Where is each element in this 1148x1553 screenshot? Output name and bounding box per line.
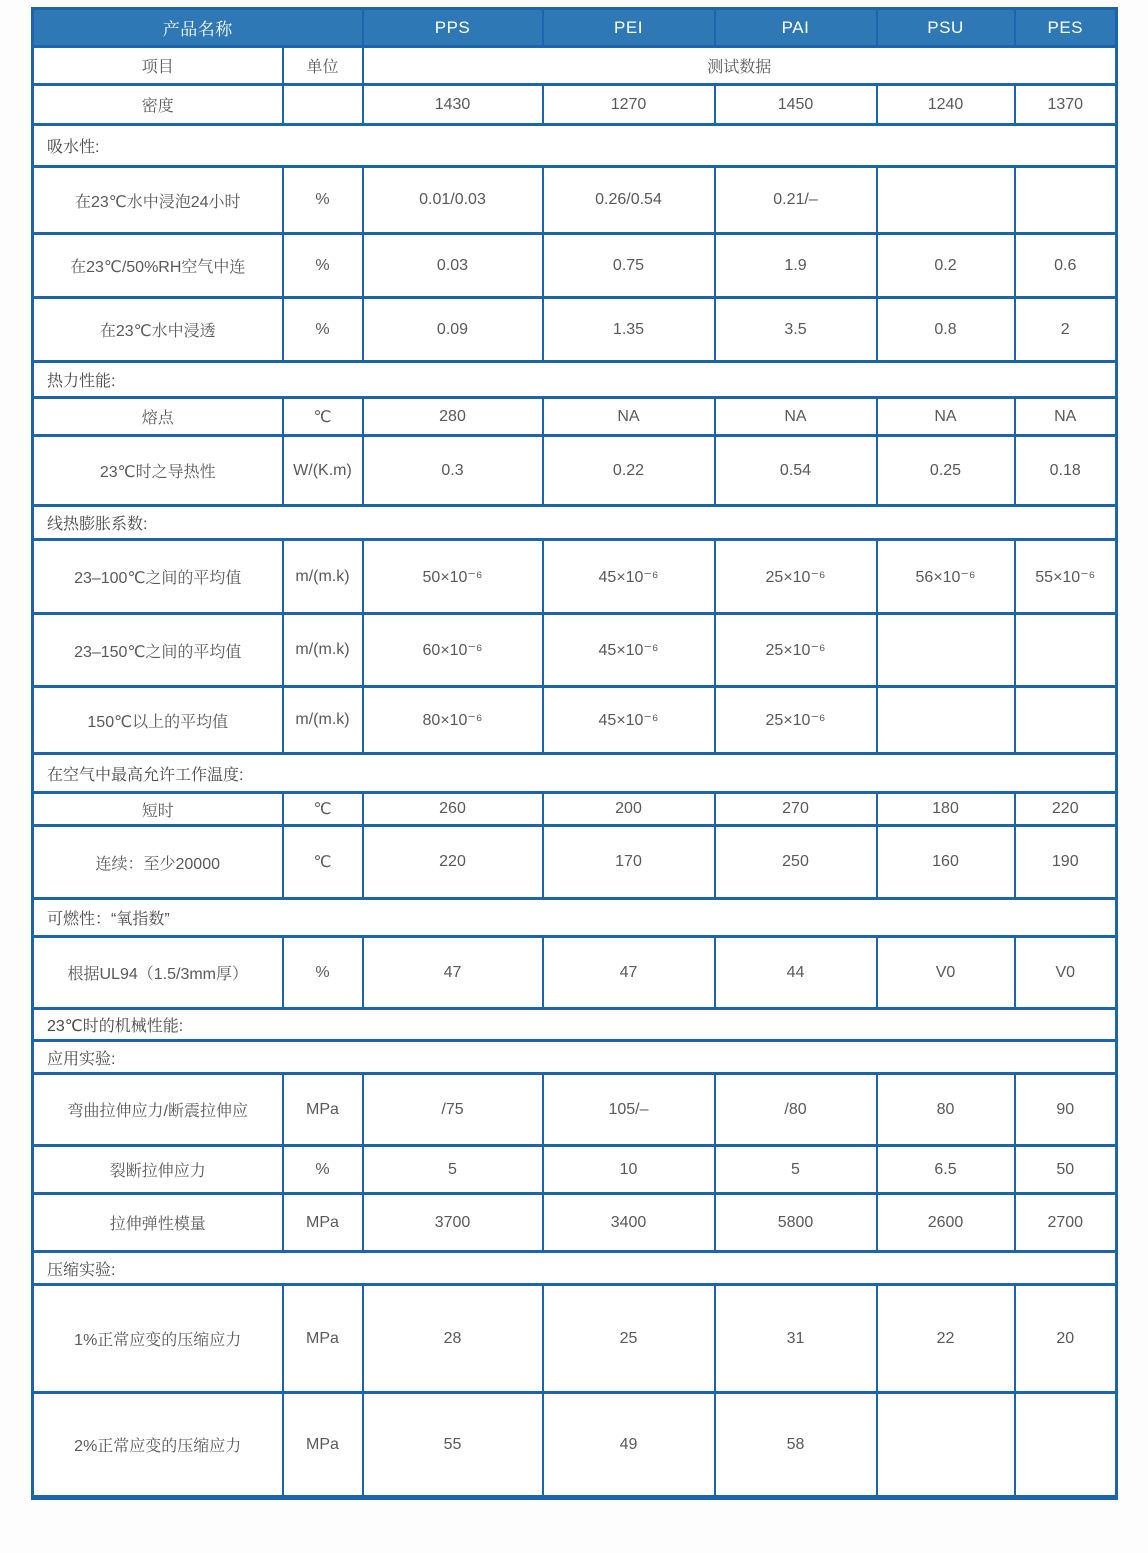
unit-cell: ℃: [283, 826, 363, 899]
row-label-cell: 裂断拉伸应力: [33, 1146, 283, 1194]
value-cell: 0.03: [363, 234, 543, 298]
value-cell: 25×10⁻⁶: [715, 540, 877, 614]
value-cell: 3700: [363, 1194, 543, 1252]
unit-cell: m/(m.k): [283, 687, 363, 754]
value-cell: 5800: [715, 1194, 877, 1252]
value-cell: 55: [363, 1393, 543, 1498]
unit-cell: %: [283, 234, 363, 298]
product-name-header: 产品名称: [33, 9, 363, 47]
value-cell: 50: [1015, 1146, 1117, 1194]
value-cell: 80: [877, 1074, 1015, 1146]
value-cell: 180: [877, 793, 1015, 826]
table-row: [33, 436, 1117, 506]
value-cell: 45×10⁻⁶: [543, 687, 715, 754]
section-label: 线热膨胀系数:: [33, 506, 1117, 540]
product-col-header-psu: PSU: [877, 9, 1015, 47]
row-label-cell: 短时: [33, 793, 283, 826]
unit-cell: %: [283, 937, 363, 1009]
value-cell: 220: [363, 826, 543, 899]
unit-cell: ℃: [283, 398, 363, 436]
value-cell: 1.9: [715, 234, 877, 298]
value-cell: 0.75: [543, 234, 715, 298]
row-label-cell: 23–100℃之间的平均值: [33, 540, 283, 614]
value-cell: 28: [363, 1285, 543, 1393]
section-row: [33, 1041, 1117, 1074]
section-row: [33, 899, 1117, 937]
value-cell: 0.09: [363, 298, 543, 362]
section-label: 23℃时的机械性能:: [33, 1009, 1117, 1041]
value-cell: 190: [1015, 826, 1117, 899]
table-row: [33, 937, 1117, 1009]
row-label-cell: 连续：至少20000: [33, 826, 283, 899]
row-label-cell: 1%正常应变的压缩应力: [33, 1285, 283, 1393]
table-row: [33, 687, 1117, 754]
value-cell: 44: [715, 937, 877, 1009]
value-cell: 1270: [543, 85, 715, 125]
value-cell: 280: [363, 398, 543, 436]
table-row: [33, 234, 1117, 298]
value-cell: 31: [715, 1285, 877, 1393]
value-cell: [877, 167, 1015, 234]
section-row: [33, 125, 1117, 167]
value-cell: NA: [877, 398, 1015, 436]
table-row: [33, 1285, 1117, 1393]
product-col-header-pps: PPS: [363, 9, 543, 47]
value-cell: 1.35: [543, 298, 715, 362]
value-cell: 220: [1015, 793, 1117, 826]
value-cell: 6.5: [877, 1146, 1015, 1194]
value-cell: 0.22: [543, 436, 715, 506]
section-label: 在空气中最高允许工作温度:: [33, 754, 1117, 793]
unit-cell: MPa: [283, 1074, 363, 1146]
value-cell: [877, 1393, 1015, 1498]
product-header-row: [33, 9, 1117, 47]
value-cell: 3400: [543, 1194, 715, 1252]
table-row: [33, 1074, 1117, 1146]
value-cell: 5: [715, 1146, 877, 1194]
section-row: [33, 362, 1117, 398]
value-cell: 0.2: [877, 234, 1015, 298]
value-cell: 0.54: [715, 436, 877, 506]
product-col-header-pai: PAI: [715, 9, 877, 47]
section-row: [33, 1252, 1117, 1285]
value-cell: 45×10⁻⁶: [543, 614, 715, 687]
value-cell: 58: [715, 1393, 877, 1498]
value-cell: 56×10⁻⁶: [877, 540, 1015, 614]
value-cell: 2700: [1015, 1194, 1117, 1252]
row-label-cell: 2%正常应变的压缩应力: [33, 1393, 283, 1498]
value-cell: 25×10⁻⁶: [715, 614, 877, 687]
unit-cell: ℃: [283, 793, 363, 826]
value-cell: V0: [1015, 937, 1117, 1009]
value-cell: 200: [543, 793, 715, 826]
table-row: [33, 298, 1117, 362]
value-cell: 3.5: [715, 298, 877, 362]
unit-cell: m/(m.k): [283, 614, 363, 687]
value-cell: 22: [877, 1285, 1015, 1393]
value-cell: 80×10⁻⁶: [363, 687, 543, 754]
value-cell: 1430: [363, 85, 543, 125]
value-cell: 5: [363, 1146, 543, 1194]
value-cell: 0.8: [877, 298, 1015, 362]
value-cell: 45×10⁻⁶: [543, 540, 715, 614]
section-label: 可燃性：“氧指数”: [33, 899, 1117, 937]
value-cell: 260: [363, 793, 543, 826]
value-cell: 250: [715, 826, 877, 899]
unit-cell: %: [283, 298, 363, 362]
table-row: [33, 1194, 1117, 1252]
value-cell: 2: [1015, 298, 1117, 362]
table-row: [33, 167, 1117, 234]
section-label: 应用实验:: [33, 1041, 1117, 1074]
value-cell: 49: [543, 1393, 715, 1498]
value-cell: 0.18: [1015, 436, 1117, 506]
section-row: [33, 506, 1117, 540]
material-spec-table: [31, 7, 1118, 1500]
table-row: [33, 1146, 1117, 1194]
table-row: [33, 85, 1117, 125]
unit-cell: m/(m.k): [283, 540, 363, 614]
unit-cell: W/(K.m): [283, 436, 363, 506]
section-row: [33, 1009, 1117, 1041]
value-cell: [1015, 687, 1117, 754]
value-cell: 0.25: [877, 436, 1015, 506]
table-row: [33, 1393, 1117, 1498]
row-label-cell: 根据UL94（1.5/3mm厚）: [33, 937, 283, 1009]
value-cell: 1370: [1015, 85, 1117, 125]
value-cell: 2600: [877, 1194, 1015, 1252]
value-cell: [1015, 614, 1117, 687]
table-row: [33, 826, 1117, 899]
value-cell: 160: [877, 826, 1015, 899]
row-label-cell: 150℃以上的平均值: [33, 687, 283, 754]
value-cell: V0: [877, 937, 1015, 1009]
table-row: [33, 540, 1117, 614]
value-cell: 25: [543, 1285, 715, 1393]
value-cell: 0.21/–: [715, 167, 877, 234]
value-cell: 0.26/0.54: [543, 167, 715, 234]
section-label: 吸水性:: [33, 125, 1117, 167]
section-row: [33, 754, 1117, 793]
row-label-cell: 在23℃水中浸泡24小时: [33, 167, 283, 234]
value-cell: /80: [715, 1074, 877, 1146]
row-label-cell: 23–150℃之间的平均值: [33, 614, 283, 687]
item-label-cell: 项目: [33, 47, 283, 85]
value-cell: 10: [543, 1146, 715, 1194]
unit-cell: %: [283, 167, 363, 234]
value-cell: 0.01/0.03: [363, 167, 543, 234]
section-label: 热力性能:: [33, 362, 1117, 398]
value-cell: 270: [715, 793, 877, 826]
unit-cell: MPa: [283, 1194, 363, 1252]
product-col-header-pes: PES: [1015, 9, 1117, 47]
value-cell: [877, 687, 1015, 754]
product-col-header-pei: PEI: [543, 9, 715, 47]
unit-cell: MPa: [283, 1393, 363, 1498]
value-cell: 0.6: [1015, 234, 1117, 298]
row-label-cell: 弯曲拉伸应力/断震拉伸应: [33, 1074, 283, 1146]
table-row: [33, 398, 1117, 436]
row-label-cell: 23℃时之导热性: [33, 436, 283, 506]
value-cell: 47: [543, 937, 715, 1009]
value-cell: /75: [363, 1074, 543, 1146]
test-data-label-cell: 测试数据: [363, 47, 1117, 85]
value-cell: [877, 614, 1015, 687]
value-cell: NA: [715, 398, 877, 436]
row-label-cell: 在23℃/50%RH空气中连: [33, 234, 283, 298]
row-label-cell: 熔点: [33, 398, 283, 436]
value-cell: [1015, 167, 1117, 234]
unit-cell: MPa: [283, 1285, 363, 1393]
value-cell: 1240: [877, 85, 1015, 125]
value-cell: 0.3: [363, 436, 543, 506]
unit-cell: %: [283, 1146, 363, 1194]
subheader-row: [33, 47, 1117, 85]
value-cell: 105/–: [543, 1074, 715, 1146]
value-cell: 20: [1015, 1285, 1117, 1393]
value-cell: 47: [363, 937, 543, 1009]
row-label-cell: 在23℃水中浸透: [33, 298, 283, 362]
row-label-cell: 密度: [33, 85, 283, 125]
section-label: 压缩实验:: [33, 1252, 1117, 1285]
value-cell: NA: [1015, 398, 1117, 436]
unit-label-cell: 单位: [283, 47, 363, 85]
value-cell: 90: [1015, 1074, 1117, 1146]
table-body: [33, 85, 1117, 1498]
unit-cell: [283, 85, 363, 125]
value-cell: 1450: [715, 85, 877, 125]
value-cell: 50×10⁻⁶: [363, 540, 543, 614]
value-cell: NA: [543, 398, 715, 436]
value-cell: 60×10⁻⁶: [363, 614, 543, 687]
table-row: [33, 793, 1117, 826]
value-cell: 25×10⁻⁶: [715, 687, 877, 754]
value-cell: [1015, 1393, 1117, 1498]
value-cell: 170: [543, 826, 715, 899]
table-row: [33, 614, 1117, 687]
row-label-cell: 拉伸弹性模量: [33, 1194, 283, 1252]
value-cell: 55×10⁻⁶: [1015, 540, 1117, 614]
